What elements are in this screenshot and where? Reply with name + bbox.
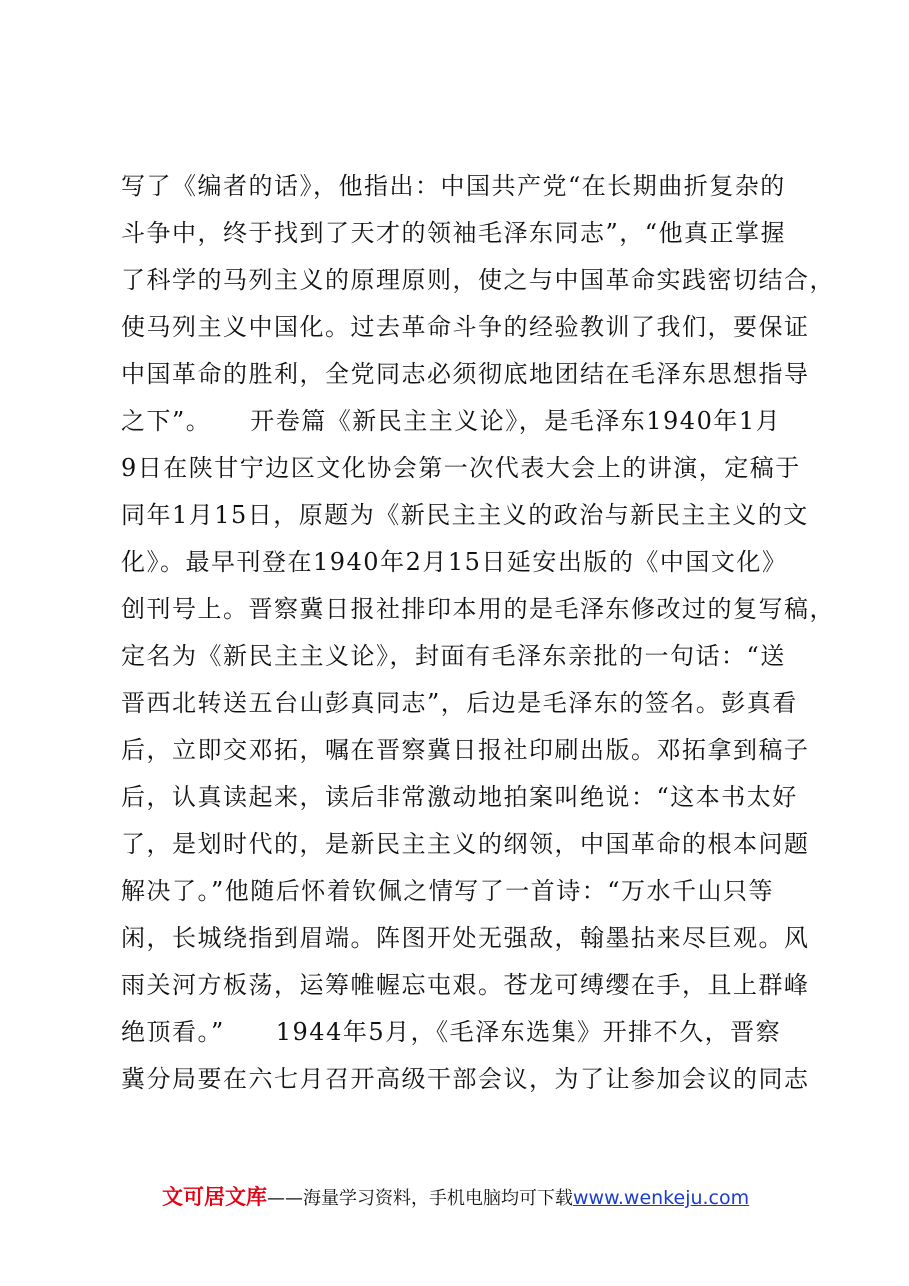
body-line: 绝顶看。” 1944年5月，《毛泽东选集》开排不久，晋察	[121, 1018, 782, 1046]
body-line: 中国革命的胜利，全党同志必须彻底地团结在毛泽东思想指导	[121, 360, 810, 388]
body-line: 同年1月15日，原题为《新民主主义的政治与新民主主义的文	[121, 501, 809, 529]
body-line: 斗争中，终于找到了天才的领袖毛泽东同志”，“他真正掌握	[121, 219, 787, 247]
body-line: 使马列主义中国化。过去革命斗争的经验教训了我们，要保证	[121, 313, 810, 341]
body-line: 后，立即交邓拓，嘱在晋察冀日报社印刷出版。邓拓拿到稿子	[121, 736, 810, 764]
body-line: 雨关河方板荡，运筹帷幄忘屯艰。苍龙可缚缨在手，且上群峰	[121, 971, 810, 999]
footer-website-link[interactable]: www.wenkeju.com	[573, 1187, 750, 1209]
body-line: 后，认真读起来，读后非常激动地拍案叫绝说：“这本书太好	[121, 783, 798, 811]
body-line: 解决了。”他随后怀着钦佩之情写了一首诗：“万水千山只等	[121, 877, 775, 905]
body-line: 了，是划时代的，是新民主主义的纲领，中国革命的根本问题	[121, 830, 810, 858]
body-line: 了科学的马列主义的原理原则，使之与中国革命实践密切结合，	[121, 266, 835, 294]
body-line: 之下”。 开卷篇《新民主主义论》，是毛泽东1940年1月	[121, 407, 782, 435]
body-line: 化》。最早刊登在1940年2月15日延安出版的《中国文化》	[121, 548, 788, 576]
footer-brand: 文可居文库	[162, 1185, 267, 1209]
body-line: 定名为《新民主主义论》，封面有毛泽东亲批的一句话：“送	[121, 642, 786, 670]
footer-tagline: ——海量学习资料，手机电脑均可下载	[267, 1188, 573, 1209]
body-line: 创刊号上。晋察冀日报社排印本用的是毛泽东修改过的复写稿，	[121, 595, 835, 623]
body-line: 冀分局要在六七月召开高级干部会议，为了让参加会议的同志	[121, 1065, 810, 1093]
body-line: 闲，长城绕指到眉端。阵图开处无强敌，翰墨拈来尽巨观。风	[121, 924, 810, 952]
body-line: 写了《编者的话》，他指出：中国共产党“在长期曲折复杂的	[121, 172, 786, 200]
body-line: 晋西北转送五台山彭真同志”，后边是毛泽东的签名。彭真看	[121, 689, 798, 717]
page-footer	[162, 1181, 782, 1211]
body-line: 9日在陕甘宁边区文化协会第一次代表大会上的讲演，定稿于	[121, 454, 801, 482]
